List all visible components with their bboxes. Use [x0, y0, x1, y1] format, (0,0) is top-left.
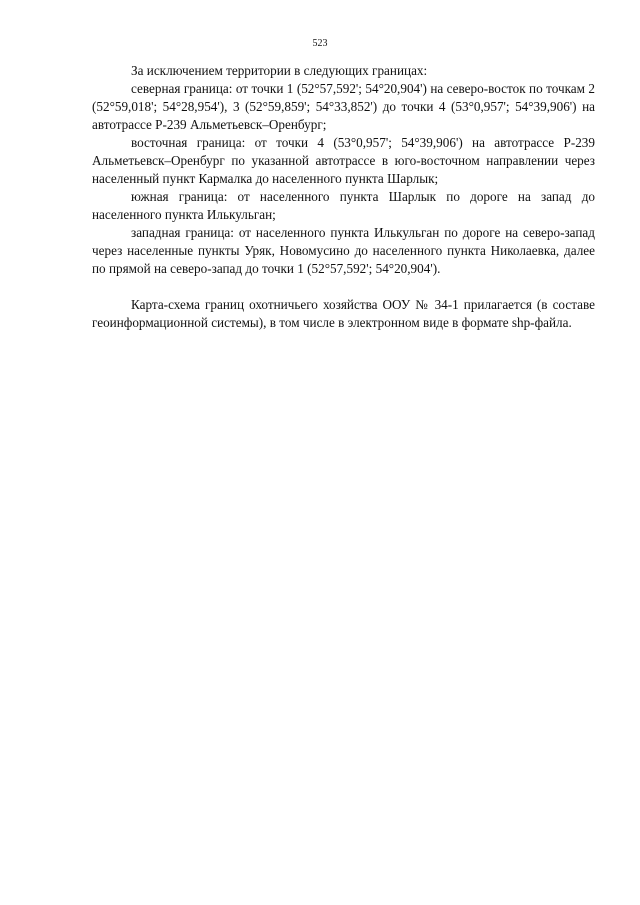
- eastern-boundary-paragraph: восточная граница: от точки 4 (53°0,957'; 54°39,906') на автотрассе Р-239 Альметьевск–Оренбург по указанной автотрассе в юго-восточном направлении через населенный пункт Кармалка до населенного пункта Шарлык;: [92, 135, 595, 186]
- page-number: 523: [312, 38, 328, 49]
- northern-boundary-paragraph: северная граница: от точки 1 (52°57,592'; 54°20,904') на северо-восток по точкам 2 (52°59,018'; 54°28,954'), 3 (52°59,859'; 54°33,852') до точки 4 (53°0,957'; 54°39,906') на автотрассе Р-239 Альметьевск–Оренбург;: [92, 81, 595, 132]
- map-scheme-paragraph: Карта-схема границ охотничьего хозяйства ООУ № 34-1 прилагается (в составе геоинформационной системы), в том числе в электронном виде в формате shp-файла.: [92, 297, 595, 330]
- exclusion-intro-paragraph: За исключением территории в следующих границах:: [131, 63, 428, 78]
- western-boundary-paragraph: западная граница: от населенного пункта Илькульган по дороге на северо-запад через населенные пункты Уряк, Новомусино до населенного пункта Николаевка, далее по прямой на северо-запад до точки 1 (52°57,592'; 54°20,904').: [92, 225, 595, 276]
- southern-boundary-paragraph: южная граница: от населенного пункта Шарлык по дороге на запад до населенного пункта Илькульган;: [92, 189, 595, 222]
- document-body: [92, 62, 595, 332]
